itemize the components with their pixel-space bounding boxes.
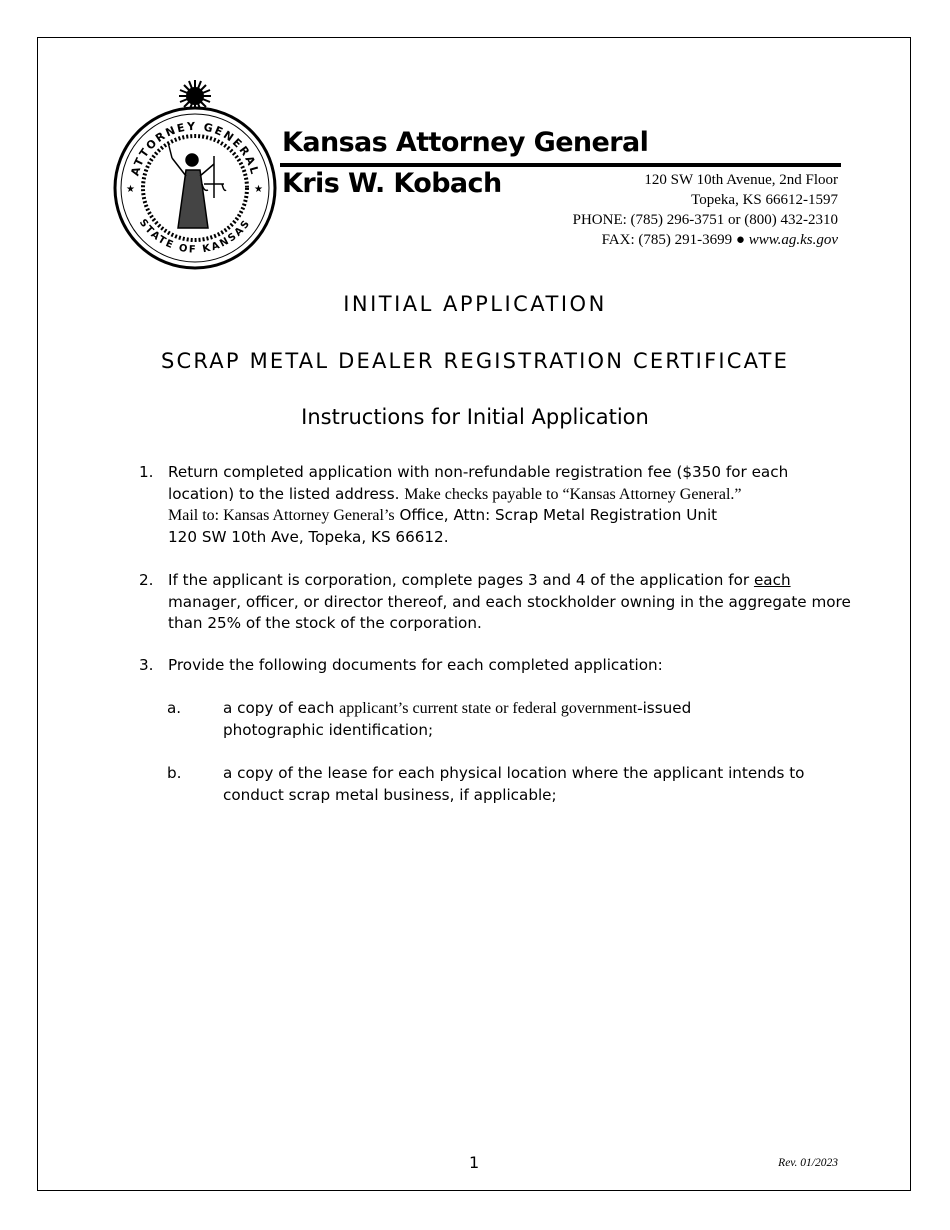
- item-line: Provide the following documents for each completed application:: [168, 656, 663, 674]
- item-number: 1.: [139, 463, 154, 481]
- sub-item-text: [223, 763, 804, 806]
- sub-item-letter: a.: [167, 699, 182, 717]
- revision-date: Rev. 01/2023: [778, 1157, 838, 1169]
- item-line: [168, 484, 848, 506]
- address-line-2: Topeka, KS 66612-1597: [691, 192, 838, 208]
- seal-star-right: ★: [254, 184, 263, 195]
- item-line-part: Make checks payable to “Kansas Attorney General.”: [404, 485, 742, 503]
- document-subtitle: SCRAP METAL DEALER REGISTRATION CERTIFICATE: [160, 349, 790, 373]
- item-line: 120 SW 10th Ave, Topeka, KS 66612.: [168, 527, 449, 546]
- seal-star-left: ★: [126, 184, 135, 195]
- header-rule: [280, 163, 841, 167]
- attorney-general-name: Kris W. Kobach: [282, 168, 502, 199]
- sub-item-line: conduct scrap metal business, if applicable;: [223, 785, 557, 804]
- sub-item-line: [223, 698, 691, 720]
- item-text: [168, 570, 851, 635]
- sub-item-line: photographic identification;: [223, 720, 434, 739]
- emphasis-each: each: [753, 571, 791, 589]
- seal-ring-text: ATTORNEY GENERAL: [128, 119, 262, 178]
- sub-item-line-part: issued: [642, 699, 692, 717]
- website-link[interactable]: www.ag.ks.gov: [748, 232, 838, 248]
- item-line: manager, officer, or director thereof, and each stockholder owning in the aggregate more: [168, 592, 851, 611]
- sub-item-line: a copy of the lease for each physical location where the applicant intends to: [223, 764, 805, 782]
- sub-item-letter: b.: [167, 764, 182, 782]
- item-line-part: location) to the listed address.: [168, 484, 400, 503]
- item-line-part: Mail to: Kansas Attorney General’s: [168, 507, 395, 524]
- item-line: than 25% of the stock of the corporation.: [168, 614, 482, 632]
- item-text: [168, 655, 848, 677]
- item-line-part: If the applicant is corporation, complete pages 3 and 4 of the application for: [168, 571, 750, 589]
- item-line: Return completed application with non-refundable registration fee ($350 for each: [168, 463, 789, 481]
- sub-item-line-part: a copy of each: [223, 699, 335, 717]
- phone-line: PHONE: (785) 296-3751 or (800) 432-2310: [572, 212, 838, 228]
- item-number: 2.: [139, 571, 154, 589]
- sub-item-line-part: applicant’s current state or federal government-: [339, 700, 643, 717]
- org-name: Kansas Attorney General: [282, 127, 649, 158]
- page-number: 1: [469, 1153, 480, 1172]
- item-line: [168, 570, 848, 592]
- item-line-part: Office, Attn: Scrap Metal Registration Unit: [399, 506, 718, 524]
- contact-block: [573, 170, 838, 250]
- seal-bottom-text: STATE OF KANSAS: [136, 217, 254, 256]
- address-line-1: 120 SW 10th Avenue, 2nd Floor: [644, 172, 838, 188]
- document-title: INITIAL APPLICATION: [343, 292, 607, 316]
- item-line: [168, 505, 848, 527]
- fax-line: [573, 230, 838, 250]
- fax-text: FAX: (785) 291-3699 ●: [601, 232, 745, 248]
- section-heading: Instructions for Initial Application: [301, 405, 649, 429]
- item-number: 3.: [139, 656, 154, 674]
- attorney-general-seal: [110, 78, 280, 273]
- sub-item-text: [223, 698, 691, 741]
- item-text: [168, 462, 848, 548]
